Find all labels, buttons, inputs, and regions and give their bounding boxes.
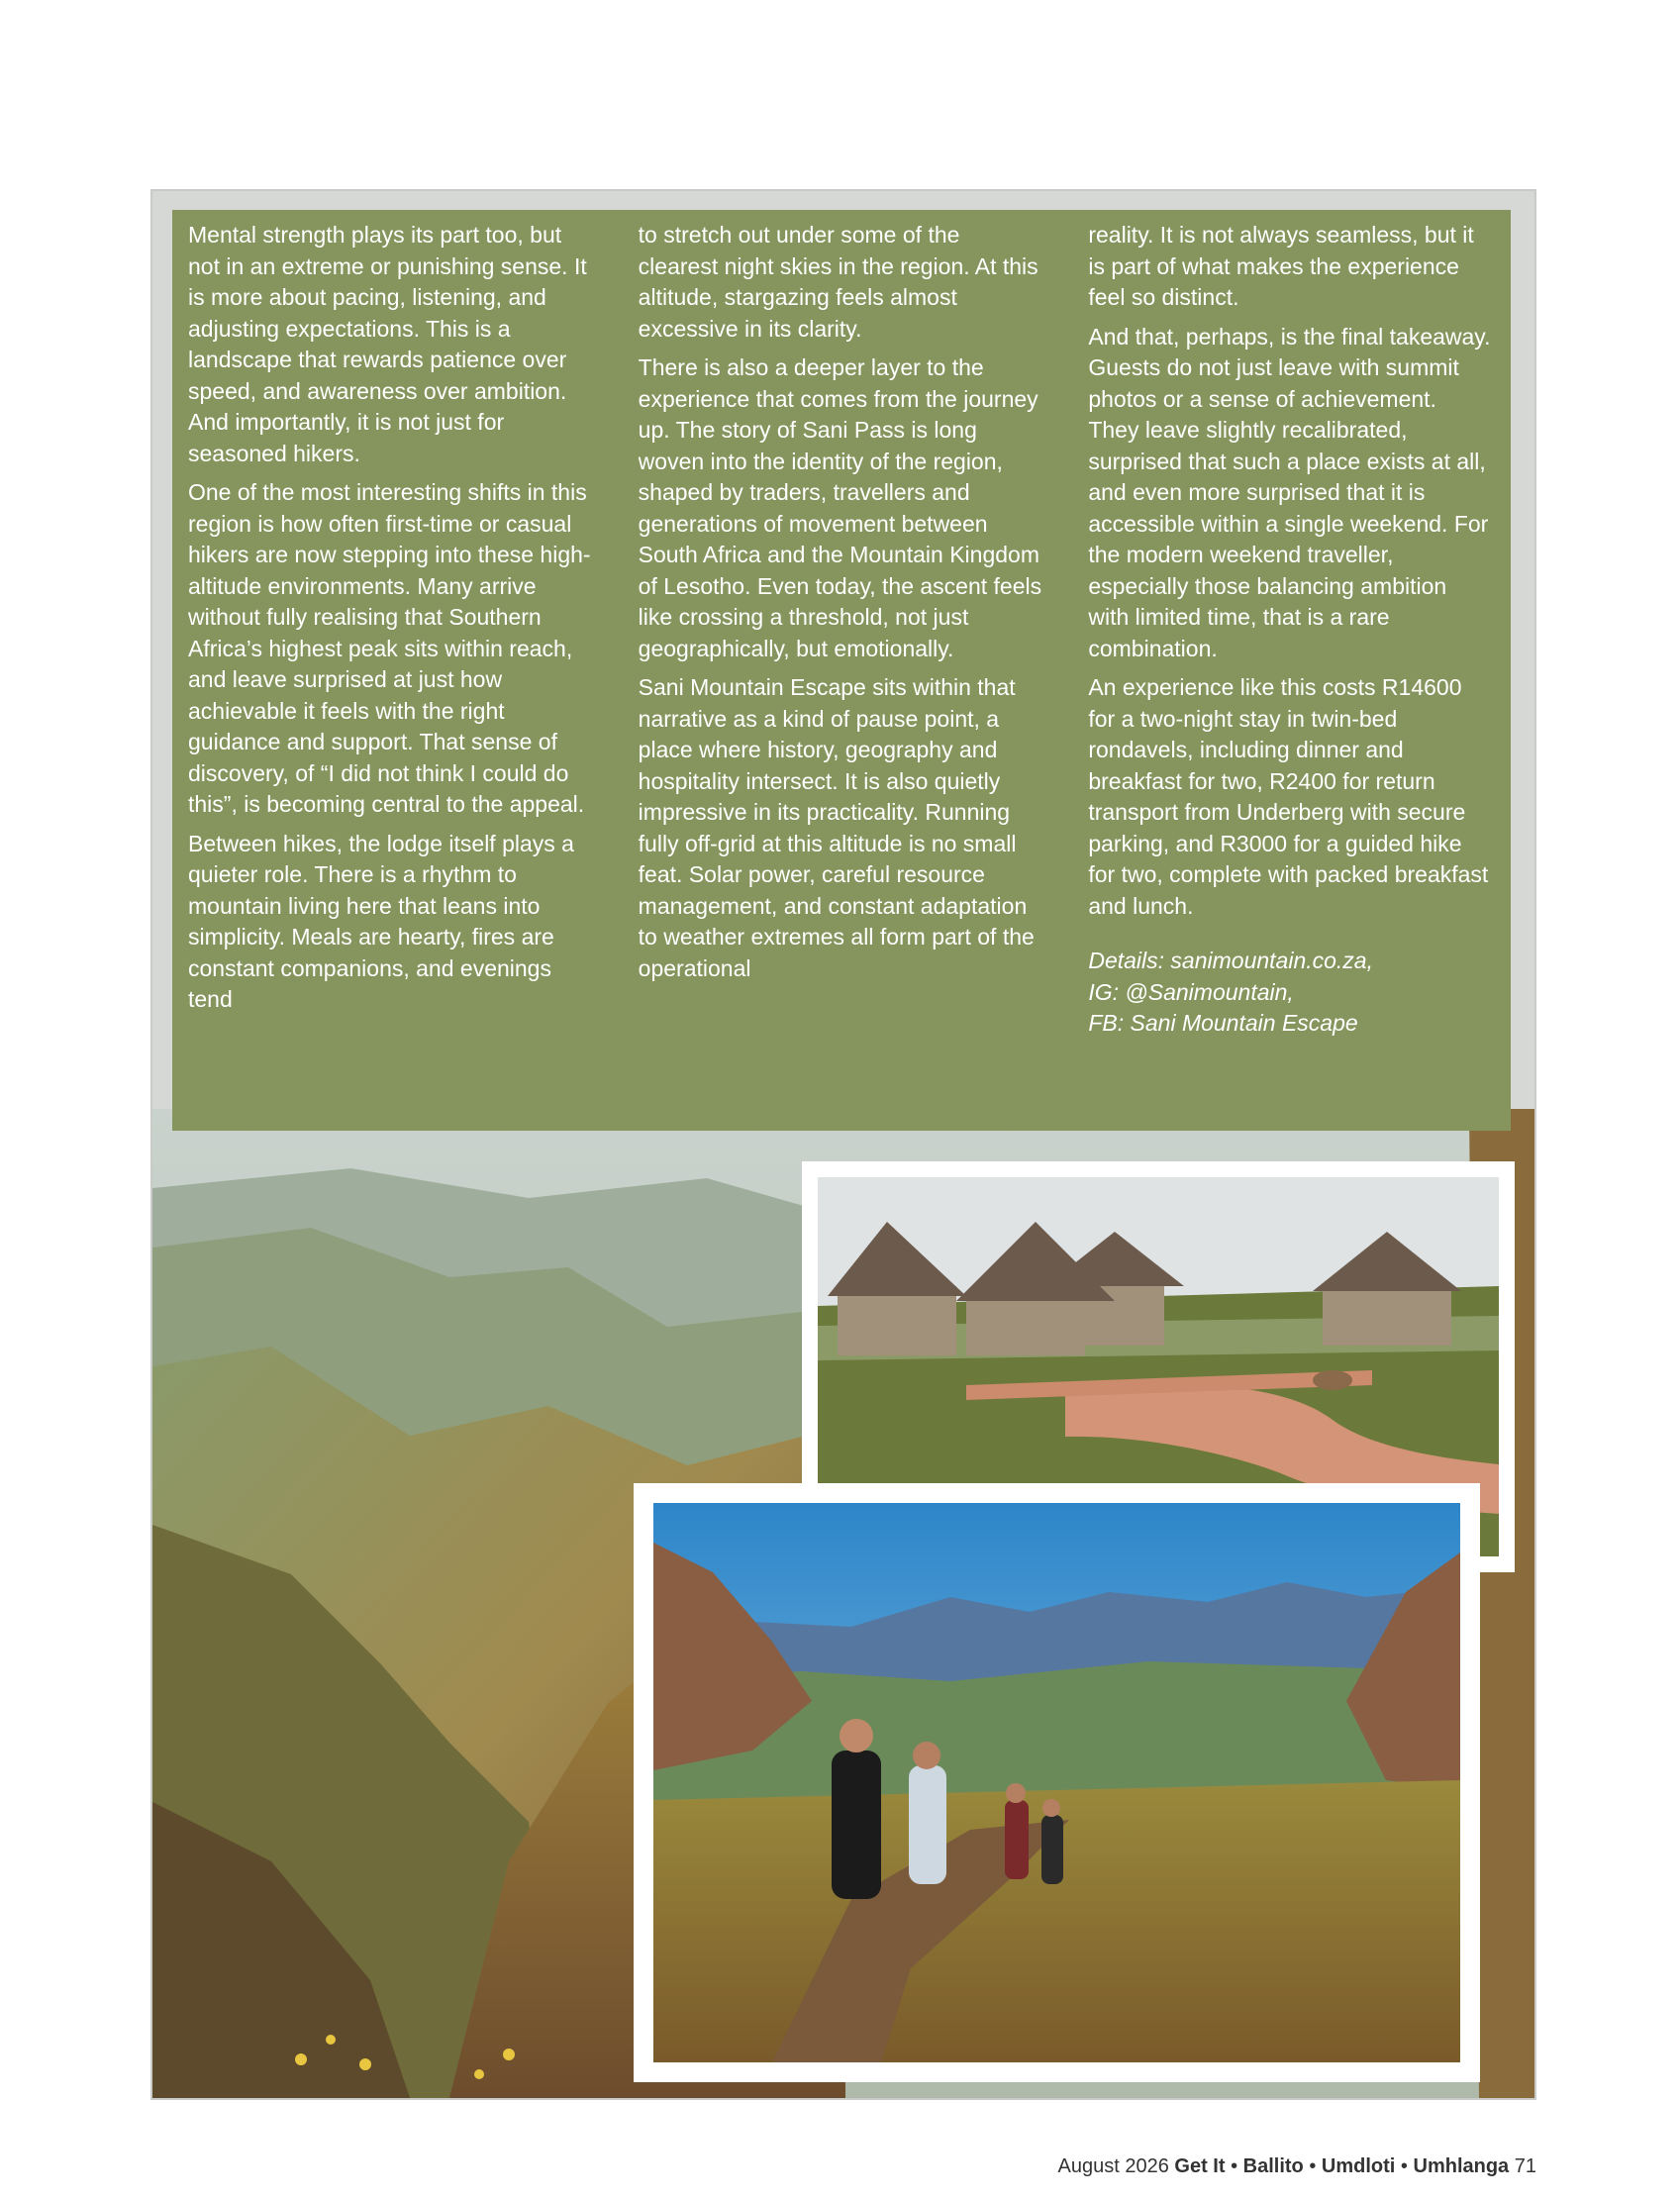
paragraph: Sani Mountain Escape sits within that narrative as a kind of pause point, a place where history, geography and hospitality intersect. It is also quietly impressive in its practicality. Running fully off-grid at this altitude is no small feat. Solar power, careful resource management, and constant adaptation to weather extremes all form part of the operational: [638, 674, 1035, 981]
separator: •: [1400, 2155, 1408, 2177]
paragraph: And that, perhaps, is the final takeaway. Guests do not just leave with summit photos or a sense of achievement. They leave slightly recalibrated, surprised that such a place exists at all, and even more surprised that it is accessible within a single weekend. For the modern weekend traveller, especially those balancing ambition with limited time, that is a rare combination.: [1088, 323, 1491, 661]
paragraph: There is also a deeper layer to the experience that comes from the journey up. The story of Sani Pass is long woven into the identity of the region, shaped by traders, travellers and generations of movement between South Africa and the Mountain Kingdom of Lesotho. Even today, the ascent feels like crossing a threshold, not just geographically, but emotionally.: [638, 354, 1042, 661]
paragraph: One of the most interesting shifts in this region is how often first-time or casual hikers are now stepping into these high-altitude environments. Many arrive without fully realising that Southern Africa’s highest peak sits within reach, and leave surprised at just how achievable it feels with the right guidance and support. That sense of discovery, of “I did not think I could do this”, is becoming central to the appeal.: [188, 479, 591, 817]
area-umhlanga: Umhlanga: [1413, 2155, 1510, 2177]
article-column-2: [639, 220, 1043, 1131]
contact-details: [1088, 946, 1493, 1040]
details-website: Details: sanimountain.co.za,: [1088, 948, 1373, 973]
separator: •: [1309, 2155, 1317, 2177]
issue-date: August 2026: [1057, 2155, 1169, 2177]
page-number: 71: [1514, 2155, 1536, 2177]
paragraph: An experience like this costs R14600 for a two-night stay in twin-bed rondavels, including dinner and breakfast for two, R2400 for return transport from Underberg with secure parking, and R3000 for a guided hike for two, complete with packed breakfast and lunch.: [1088, 674, 1489, 919]
magazine-name: Get It: [1174, 2155, 1226, 2177]
paragraph: to stretch out under some of the clearest night skies in the region. At this altitude, stargazing feels almost excessive in its clarity.: [638, 222, 1038, 342]
page-footer: [1058, 2155, 1537, 2178]
paragraph: Mental strength plays its part too, but not in an extreme or punishing sense. It is more about pacing, listening, and adjusting expectations. This is a landscape that rewards patience over speed, and awareness over ambition. And importantly, it is not just for seasoned hikers.: [188, 222, 587, 466]
article-column-3: [1088, 220, 1493, 1131]
paragraph: reality. It is not always seamless, but it is part of what makes the experience feel so distinct.: [1088, 222, 1474, 310]
area-umdloti: Umdloti: [1321, 2155, 1396, 2177]
area-ballito: Ballito: [1242, 2155, 1304, 2177]
hikers-photo: [634, 1483, 1480, 2082]
details-instagram: IG: @Sanimountain,: [1088, 978, 1294, 1005]
article-text-box: [172, 210, 1511, 1131]
details-facebook: FB: Sani Mountain Escape: [1088, 1010, 1358, 1036]
paragraph: Between hikes, the lodge itself plays a quieter role. There is a rhythm to mountain living here that leans into simplicity. Meals are hearty, fires are constant companions, and evenings tend: [188, 830, 574, 1012]
article-column-1: [188, 220, 593, 1131]
separator: •: [1231, 2155, 1238, 2177]
